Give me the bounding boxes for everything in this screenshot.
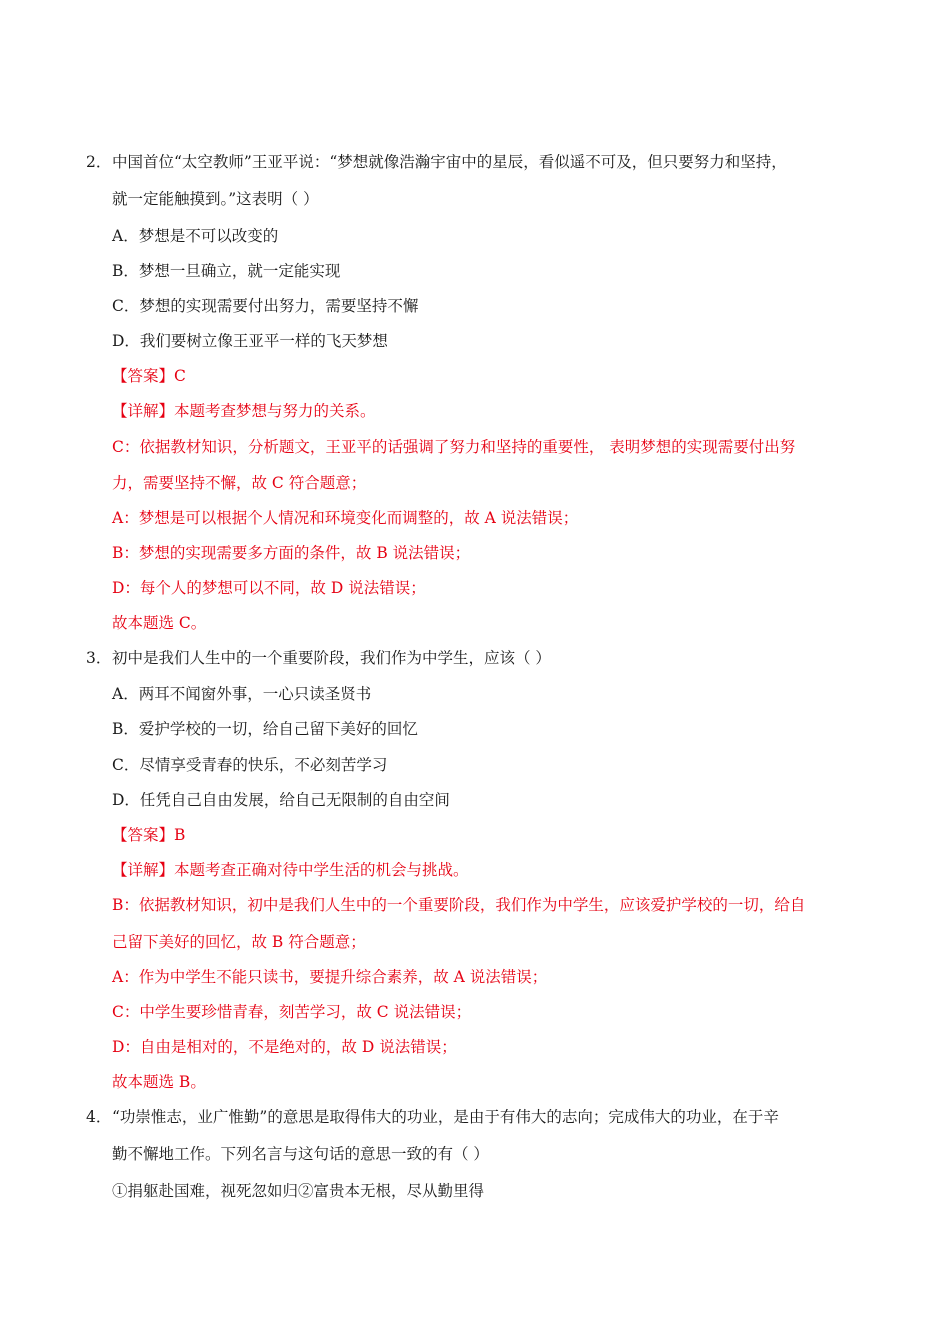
question-3-number: 3． xyxy=(86,649,112,667)
question-3-option-c: C．尽情享受青春的快乐，不必刻苦学习 xyxy=(112,756,388,774)
question-2-detail: 【详解】本题考查梦想与努力的关系。 xyxy=(112,402,376,420)
question-2-conclusion: 故本题选 C。 xyxy=(112,614,207,632)
question-3-option-d: D．任凭自己自由发展，给自己无限制的自由空间 xyxy=(112,791,450,809)
question-3-conclusion: 故本题选 B。 xyxy=(112,1073,206,1091)
question-4-number: 4． xyxy=(86,1108,112,1126)
question-2-number: 2． xyxy=(86,153,112,171)
question-2-analysis-line-2: 力，需要坚持不懈，故 C 符合题意； xyxy=(112,474,367,492)
question-3-analysis-line-4: C：中学生要珍惜青春，刻苦学习，故 C 说法错误； xyxy=(112,1003,472,1021)
question-3-analysis-line-1: B：依据教材知识，初中是我们人生中的一个重要阶段，我们作为中学生，应该爱护学校的一切，给自 xyxy=(112,896,806,914)
question-3-analysis-line-3: A：作为中学生不能只读书，要提升综合素养，故 A 说法错误； xyxy=(112,968,548,986)
question-3-analysis-line-2: 己留下美好的回忆，故 B 符合题意； xyxy=(112,933,366,951)
question-4-stem-line-2: 勤不懈地工作。下列名言与这句话的意思一致的有（ ） xyxy=(112,1145,489,1163)
question-2-stem-line-2: 就一定能触摸到。”这表明（ ） xyxy=(112,190,319,208)
question-2-stem-line-1: 2．中国首位“太空教师”王亚平说：“梦想就像浩瀚宇宙中的星辰，看似遥不可及，但只要努力和坚持， xyxy=(86,153,787,171)
question-3-answer: 【答案】B xyxy=(112,826,186,844)
question-2-option-b: B．梦想一旦确立，就一定能实现 xyxy=(112,262,341,280)
question-2-option-d: D．我们要树立像王亚平一样的飞天梦想 xyxy=(112,332,388,350)
question-2-analysis-line-5: D：每个人的梦想可以不同，故 D 说法错误； xyxy=(112,579,426,597)
question-2-analysis-line-4: B：梦想的实现需要多方面的条件，故 B 说法错误； xyxy=(112,544,471,562)
question-3-analysis-line-5: D：自由是相对的，不是绝对的，故 D 说法错误； xyxy=(112,1038,457,1056)
question-4-stem-line-1: 4．“功崇惟志，业广惟勤”的意思是取得伟大的功业，是由于有伟大的志向；完成伟大的功业，在于辛 xyxy=(86,1108,779,1126)
question-3-stem-line-1: 3．初中是我们人生中的一个重要阶段，我们作为中学生，应该（ ） xyxy=(86,649,551,667)
question-2-option-c: C．梦想的实现需要付出努力，需要坚持不懈 xyxy=(112,297,419,315)
question-2-analysis-line-3: A：梦想是可以根据个人情况和环境变化而调整的，故 A 说法错误； xyxy=(112,509,579,527)
question-3-option-b: B．爱护学校的一切，给自己留下美好的回忆 xyxy=(112,720,418,738)
question-2-answer: 【答案】C xyxy=(112,367,186,385)
question-3-option-a: A．两耳不闻窗外事，一心只读圣贤书 xyxy=(112,685,372,703)
question-2-analysis-line-1: C：依据教材知识，分析题文，王亚平的话强调了努力和坚持的重要性， 表明梦想的实现需要付出努 xyxy=(112,438,796,456)
question-2-option-a: A．梦想是不可以改变的 xyxy=(112,227,279,245)
question-4-stem-line-3: ①捐躯赴国难，视死忽如归②富贵本无根，尽从勤里得 xyxy=(112,1182,485,1200)
question-3-detail: 【详解】本题考查正确对待中学生活的机会与挑战。 xyxy=(112,861,469,879)
